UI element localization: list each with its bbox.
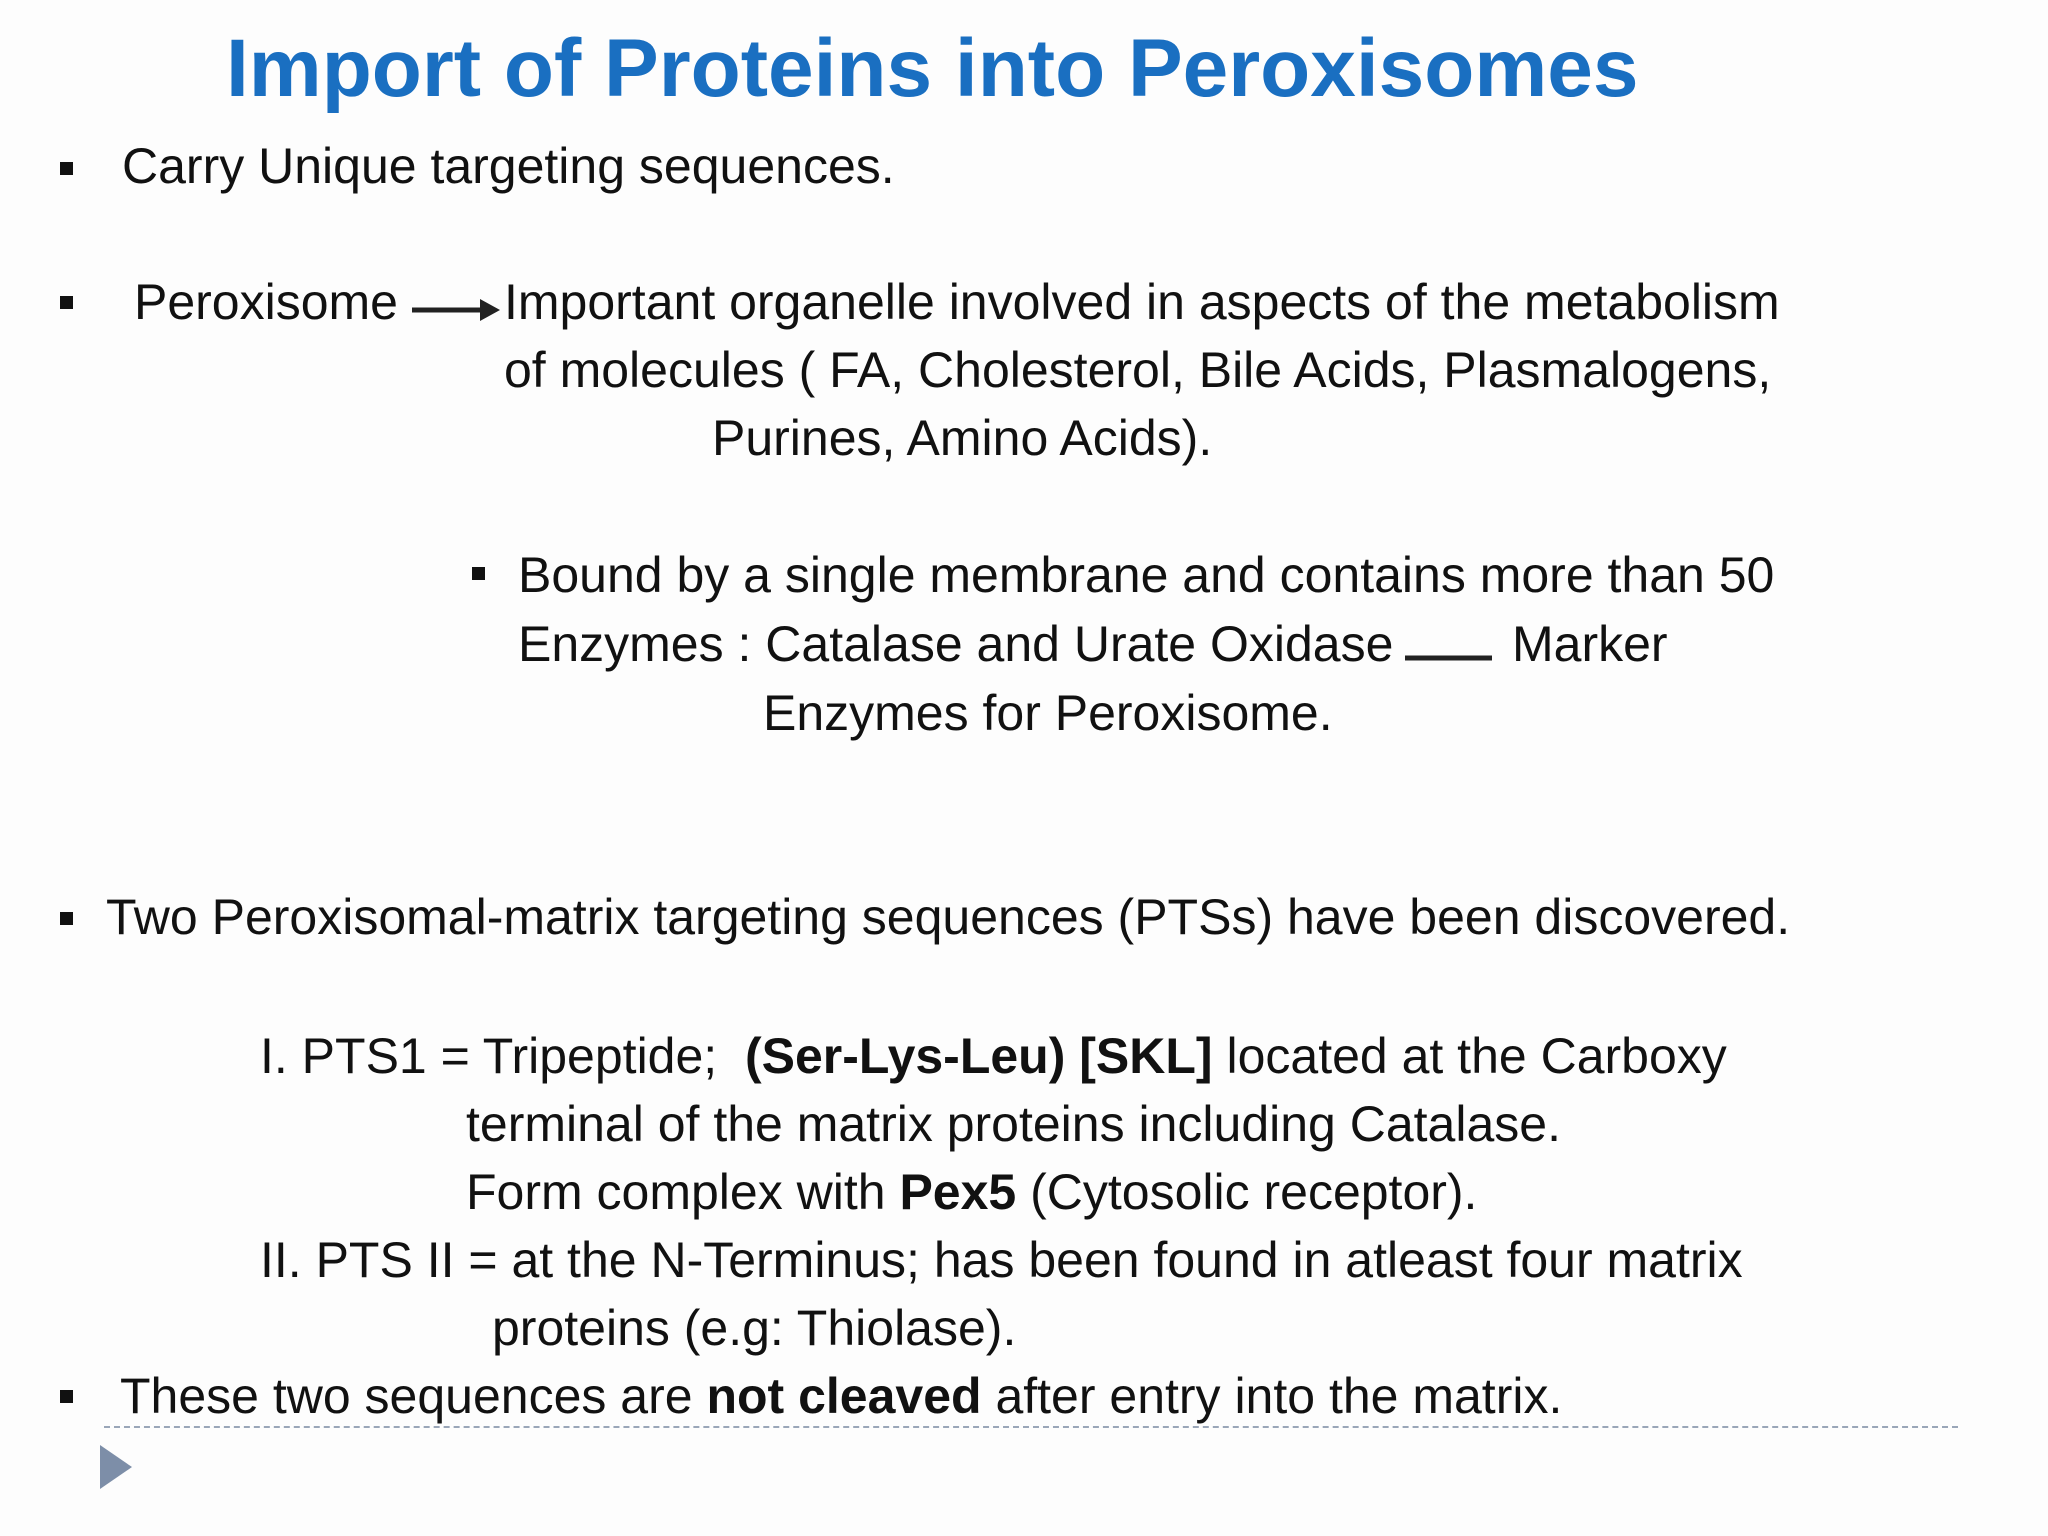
peroxisome-desc-line1: Important organelle involved in aspects of the metabolism xyxy=(504,274,1780,330)
pts2-line1: II. PTS II = at the N-Terminus; has been found in atleast four matrix xyxy=(260,1232,1743,1288)
play-triangle-icon xyxy=(100,1445,132,1489)
bullet-text-carry-unique: Carry Unique targeting sequences. xyxy=(122,138,895,194)
peroxisome-desc-line3: Purines, Amino Acids). xyxy=(712,410,1213,466)
footer-dashed-divider xyxy=(104,1426,1958,1428)
pts1-prefix: I. PTS1 = Tripeptide; xyxy=(260,1028,745,1084)
not-cleaved-bold: not cleaved xyxy=(706,1368,982,1424)
pts-discovered-text: Two Peroxisomal-matrix targeting sequences (PTSs) have been discovered. xyxy=(106,889,1791,945)
bullet-marker xyxy=(60,1390,73,1403)
bullet-marker xyxy=(60,296,73,309)
peroxisome-desc-line2: of molecules ( FA, Cholesterol, Bile Acids, Plasmalogens, xyxy=(504,342,1772,398)
pts1-line3-prefix: Form complex with xyxy=(466,1164,900,1220)
pts1-line3-suffix: (Cytosolic receptor). xyxy=(1016,1164,1478,1220)
pex5-bold: Pex5 xyxy=(899,1164,1017,1220)
peroxisome-label: Peroxisome xyxy=(134,274,398,330)
not-cleaved-suffix: after entry into the matrix. xyxy=(981,1368,1563,1424)
not-cleaved-prefix: These two sequences are xyxy=(120,1368,707,1424)
membrane-desc-line2-right: Marker xyxy=(1512,616,1668,672)
bullet-marker xyxy=(60,912,73,925)
right-arrow-icon xyxy=(410,294,502,324)
pts1-line2: terminal of the matrix proteins including Catalase. xyxy=(466,1096,1561,1152)
sub-bullet-marker xyxy=(472,567,485,580)
pts1-bold: (Ser-Lys-Leu) [SKL] xyxy=(744,1028,1213,1084)
membrane-desc-line2-left: Enzymes : Catalase and Urate Oxidase xyxy=(518,616,1394,672)
pts1-line3 xyxy=(466,1162,1477,1222)
pts2-line2: proteins (e.g: Thiolase). xyxy=(492,1300,1017,1356)
bullet-marker xyxy=(60,162,73,175)
dash-connector-icon xyxy=(1402,650,1496,666)
pts1-suffix: located at the Carboxy xyxy=(1212,1028,1727,1084)
membrane-desc-line1: Bound by a single membrane and contains more than 50 xyxy=(518,547,1775,603)
membrane-desc-line3: Enzymes for Peroxisome. xyxy=(763,685,1333,741)
pts1-line1 xyxy=(260,1026,1727,1086)
not-cleaved-text xyxy=(120,1366,1562,1426)
slide-title: Import of Proteins into Peroxisomes xyxy=(226,23,1639,114)
